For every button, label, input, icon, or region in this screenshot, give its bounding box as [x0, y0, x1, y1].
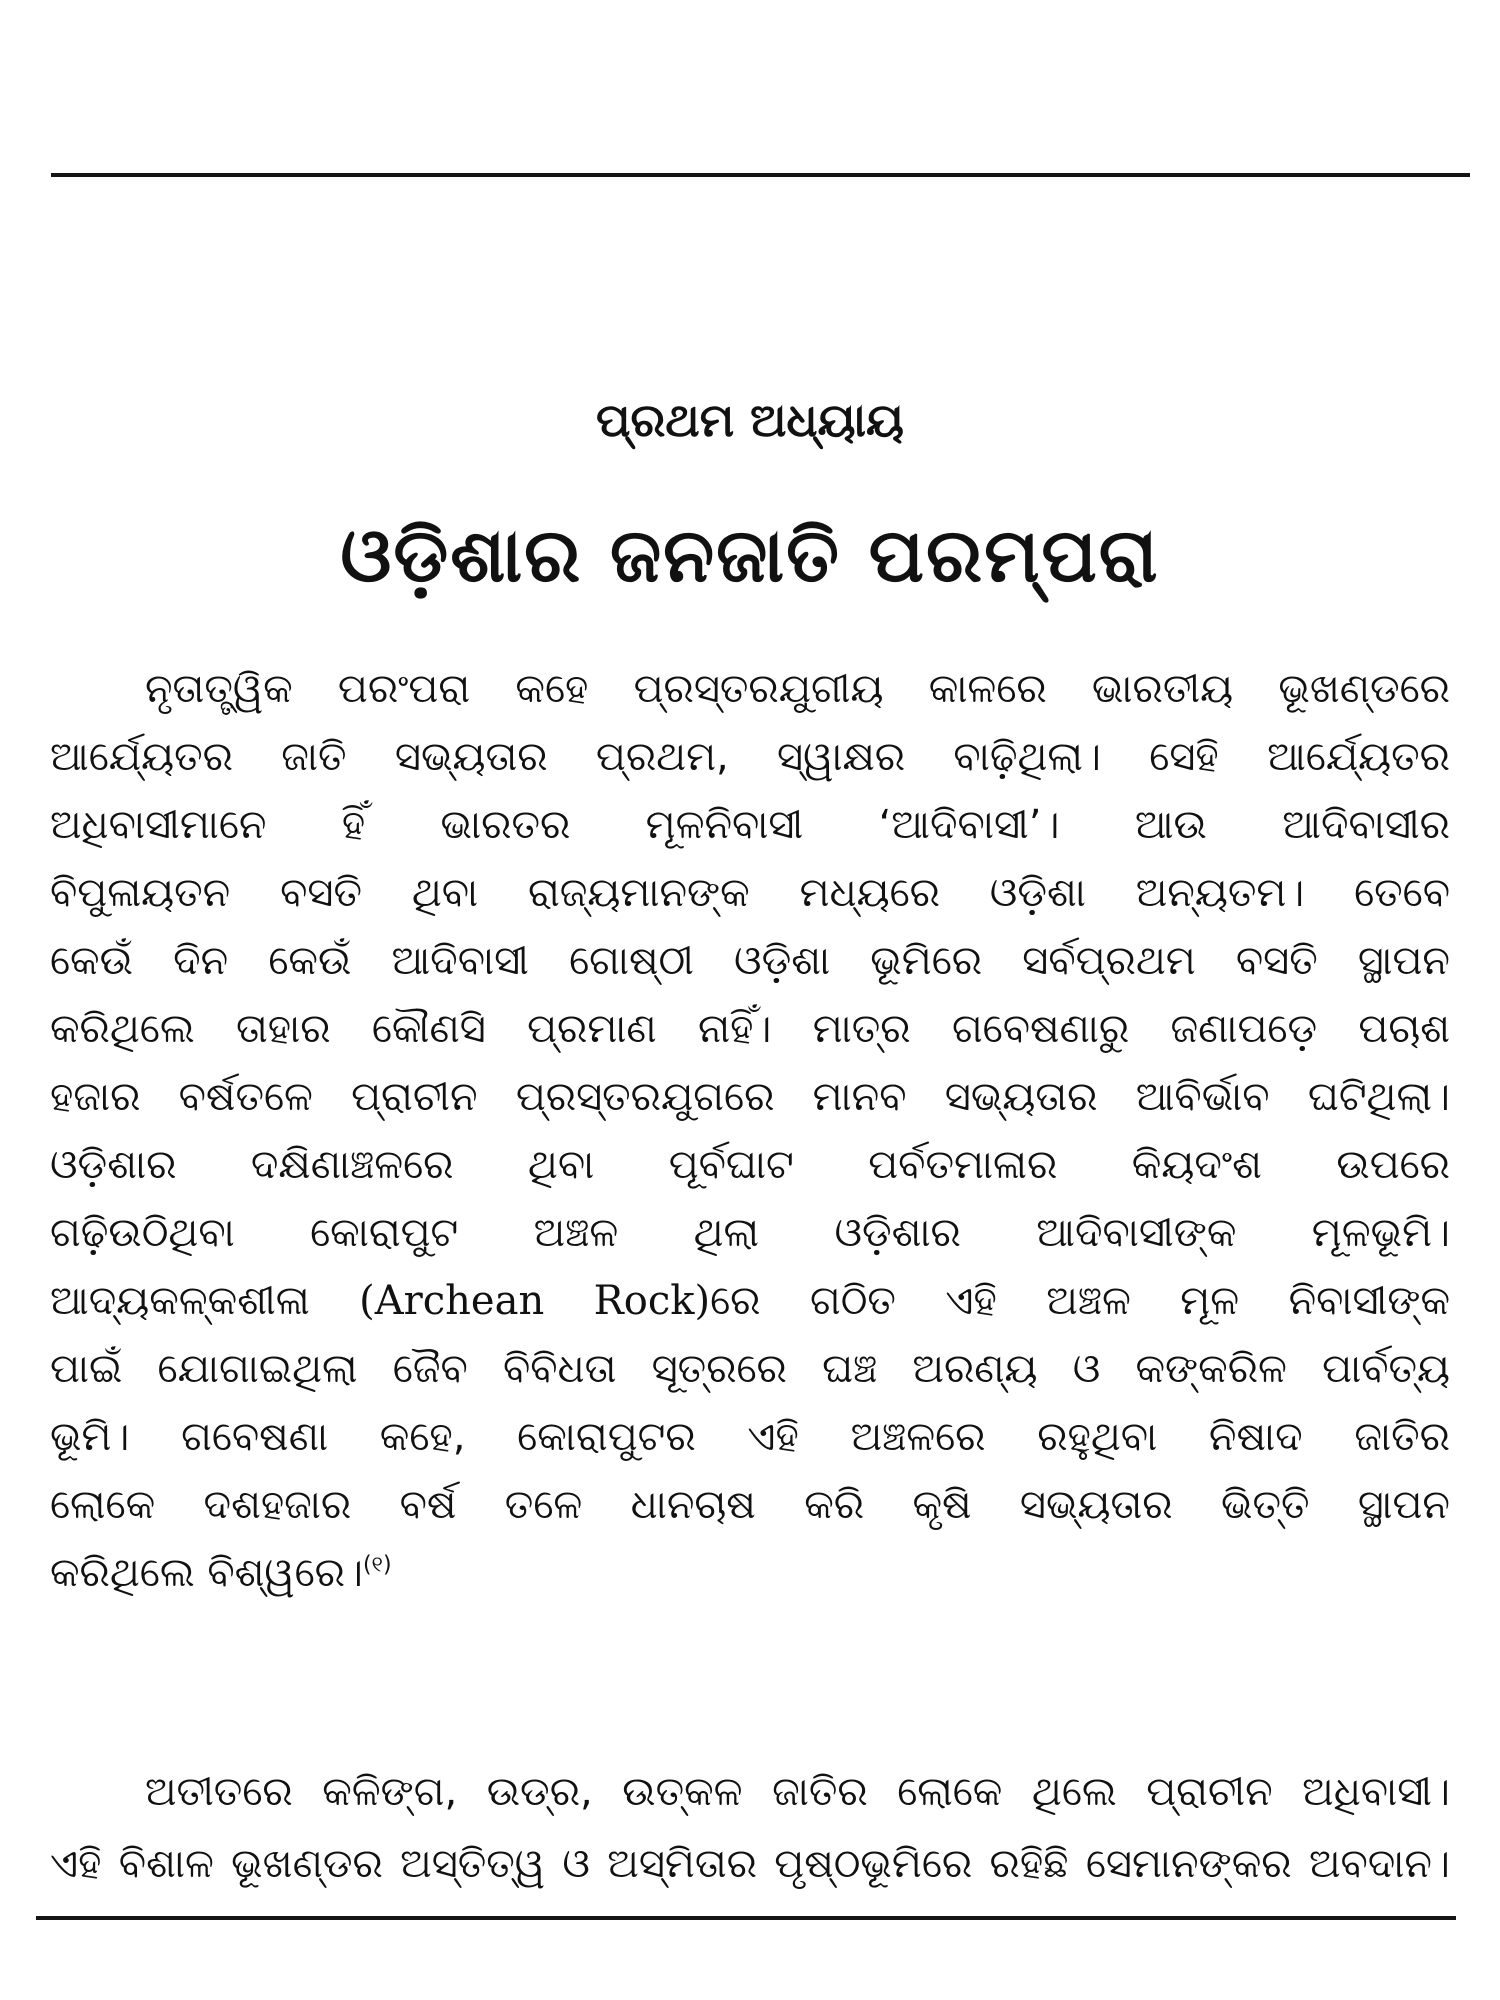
top-rule — [51, 173, 1470, 177]
paragraph-2 — [50, 1756, 1450, 1900]
footnote-reference: (୧) — [362, 1552, 392, 1578]
paragraph-line: କରିଥିଲେ ତାହାର କୌଣସି ପ୍ରମାଣ ନାହିଁ। ମାତ୍ର ଗବେଷଣାରୁ ଜଣାପଡ଼େ ପଚାଶ — [50, 1006, 1450, 1052]
paragraph-line — [50, 1267, 1450, 1335]
paragraph-line: ଅଧିବାସୀମାନେ ହିଁ ଭାରତର ମୂଳନିବାସୀ ‘ଆଦିବାସୀ’। ଆଉ ଆଦିବାସୀର — [50, 802, 1450, 848]
paragraph-line: ଆର୍ଯ୍ୟେତର ଜାତି ସଭ୍ୟତାର ପ୍ରଥମ, ସ୍ୱାକ୍ଷର ବାଢ଼ିଥିଲା। ସେହି ଆର୍ଯ୍ୟେତର — [50, 734, 1450, 780]
paragraph-line: ଏହି ବିଶାଳ ଭୂଖଣ୍ଡର ଅସ୍ତିତ୍ୱ ଓ ଅସ୍ମିତାର ପୃଷ୍ଠଭୂମିରେ ରହିଛି ସେମାନଙ୍କର ଅବଦାନ। — [50, 1841, 1450, 1887]
paragraph-line: ଗଢ଼ିଉଠିଥିବା କୋରାପୁଟ ଅଞ୍ଚଳ ଥିଲା ଓଡ଼ିଶାର ଆଦିବାସୀଙ୍କ ମୂଳଭୂମି। — [50, 1210, 1450, 1256]
chapter-title: ଓଡ଼ିଶାର ଜନଜାତି ପରମ୍ପରା — [340, 513, 1160, 599]
line-text: ଆଦ୍ୟକଳ୍କଶୀଳା — [50, 1278, 360, 1324]
latin-term: (Archean Rock) — [359, 1278, 711, 1324]
paragraph-line: ପାଇଁ ଯୋଗାଇଥିଲା ଜୈବ ବିବିଧତା ସୂତ୍ରରେ ଘଞ୍ଚ ଅରଣ୍ୟ ଓ କଙ୍କରିଳ ପାର୍ବତ୍ୟ — [50, 1346, 1450, 1392]
paragraph-line: ଅତୀତରେ କଳିଙ୍ଗ, ଉଡ୍ର, ଉତ୍କଳ ଜାତିର ଲୋକେ ଥିଲେ ପ୍ରାଚୀନ ଅଧିବାସୀ। — [145, 1769, 1450, 1815]
chapter-heading: ପ୍ରଥମ ଅଧ୍ୟାୟ — [596, 393, 904, 447]
paragraph-line: ଲୋକେ ଦଶହଜାର ବର୍ଷ ତଳେ ଧାନଚାଷ କରି କୃଷି ସଭ୍ୟତାର ଭିତ୍ତି ସ୍ଥାପନ — [50, 1482, 1450, 1528]
line-text: ରେ ଗଠିତ ଏହି ଅଞ୍ଚଳ ମୂଳ ନିବାସୀଙ୍କ — [710, 1278, 1450, 1324]
bottom-rule — [36, 1916, 1456, 1920]
paragraph-line: ବିପୁଳାୟତନ ବସତି ଥିବା ରାଜ୍ୟମାନଙ୍କ ମଧ୍ୟରେ ଓଡ଼ିଶା ଅନ୍ୟତମ। ତେବେ — [50, 870, 1450, 916]
paragraph-line: ଓଡ଼ିଶାର ଦକ୍ଷିଣାଞ୍ଚଳରେ ଥିବା ପୂର୍ବଘାଟ ପର୍ବତମାଳାର କିୟଦଂଶ ଉପରେ — [50, 1142, 1450, 1188]
paragraph-line — [50, 1539, 1450, 1607]
paragraph-line: ହଜାର ବର୍ଷତଳେ ପ୍ରାଚୀନ ପ୍ରସ୍ତରଯୁଗରେ ମାନବ ସଭ୍ୟତାର ଆବିର୍ଭାବ ଘଟିଥିଲା। — [50, 1074, 1450, 1120]
paragraph-line: କେଉଁ ଦିନ କେଉଁ ଆଦିବାସୀ ଗୋଷ୍ଠୀ ଓଡ଼ିଶା ଭୂମିରେ ସର୍ବପ୍ରଥମ ବସତି ସ୍ଥାପନ — [50, 938, 1450, 984]
paragraph-line: ଭୂମି। ଗବେଷଣା କହେ, କୋରାପୁଟର ଏହି ଅଞ୍ଚଳରେ ରହୁଥିବା ନିଷାଦ ଜାତିର — [50, 1414, 1450, 1460]
line-text: କରିଥିଲେ ବିଶ୍ୱରେ। — [50, 1550, 363, 1596]
paragraph-1 — [50, 655, 1450, 1607]
paragraph-line: ନୃତାତ୍ତ୍ୱିକ ପରଂପରା କହେ ପ୍ରସ୍ତରଯୁଗୀୟ କାଳରେ ଭାରତୀୟ ଭୂଖଣ୍ଡରେ — [145, 666, 1450, 712]
